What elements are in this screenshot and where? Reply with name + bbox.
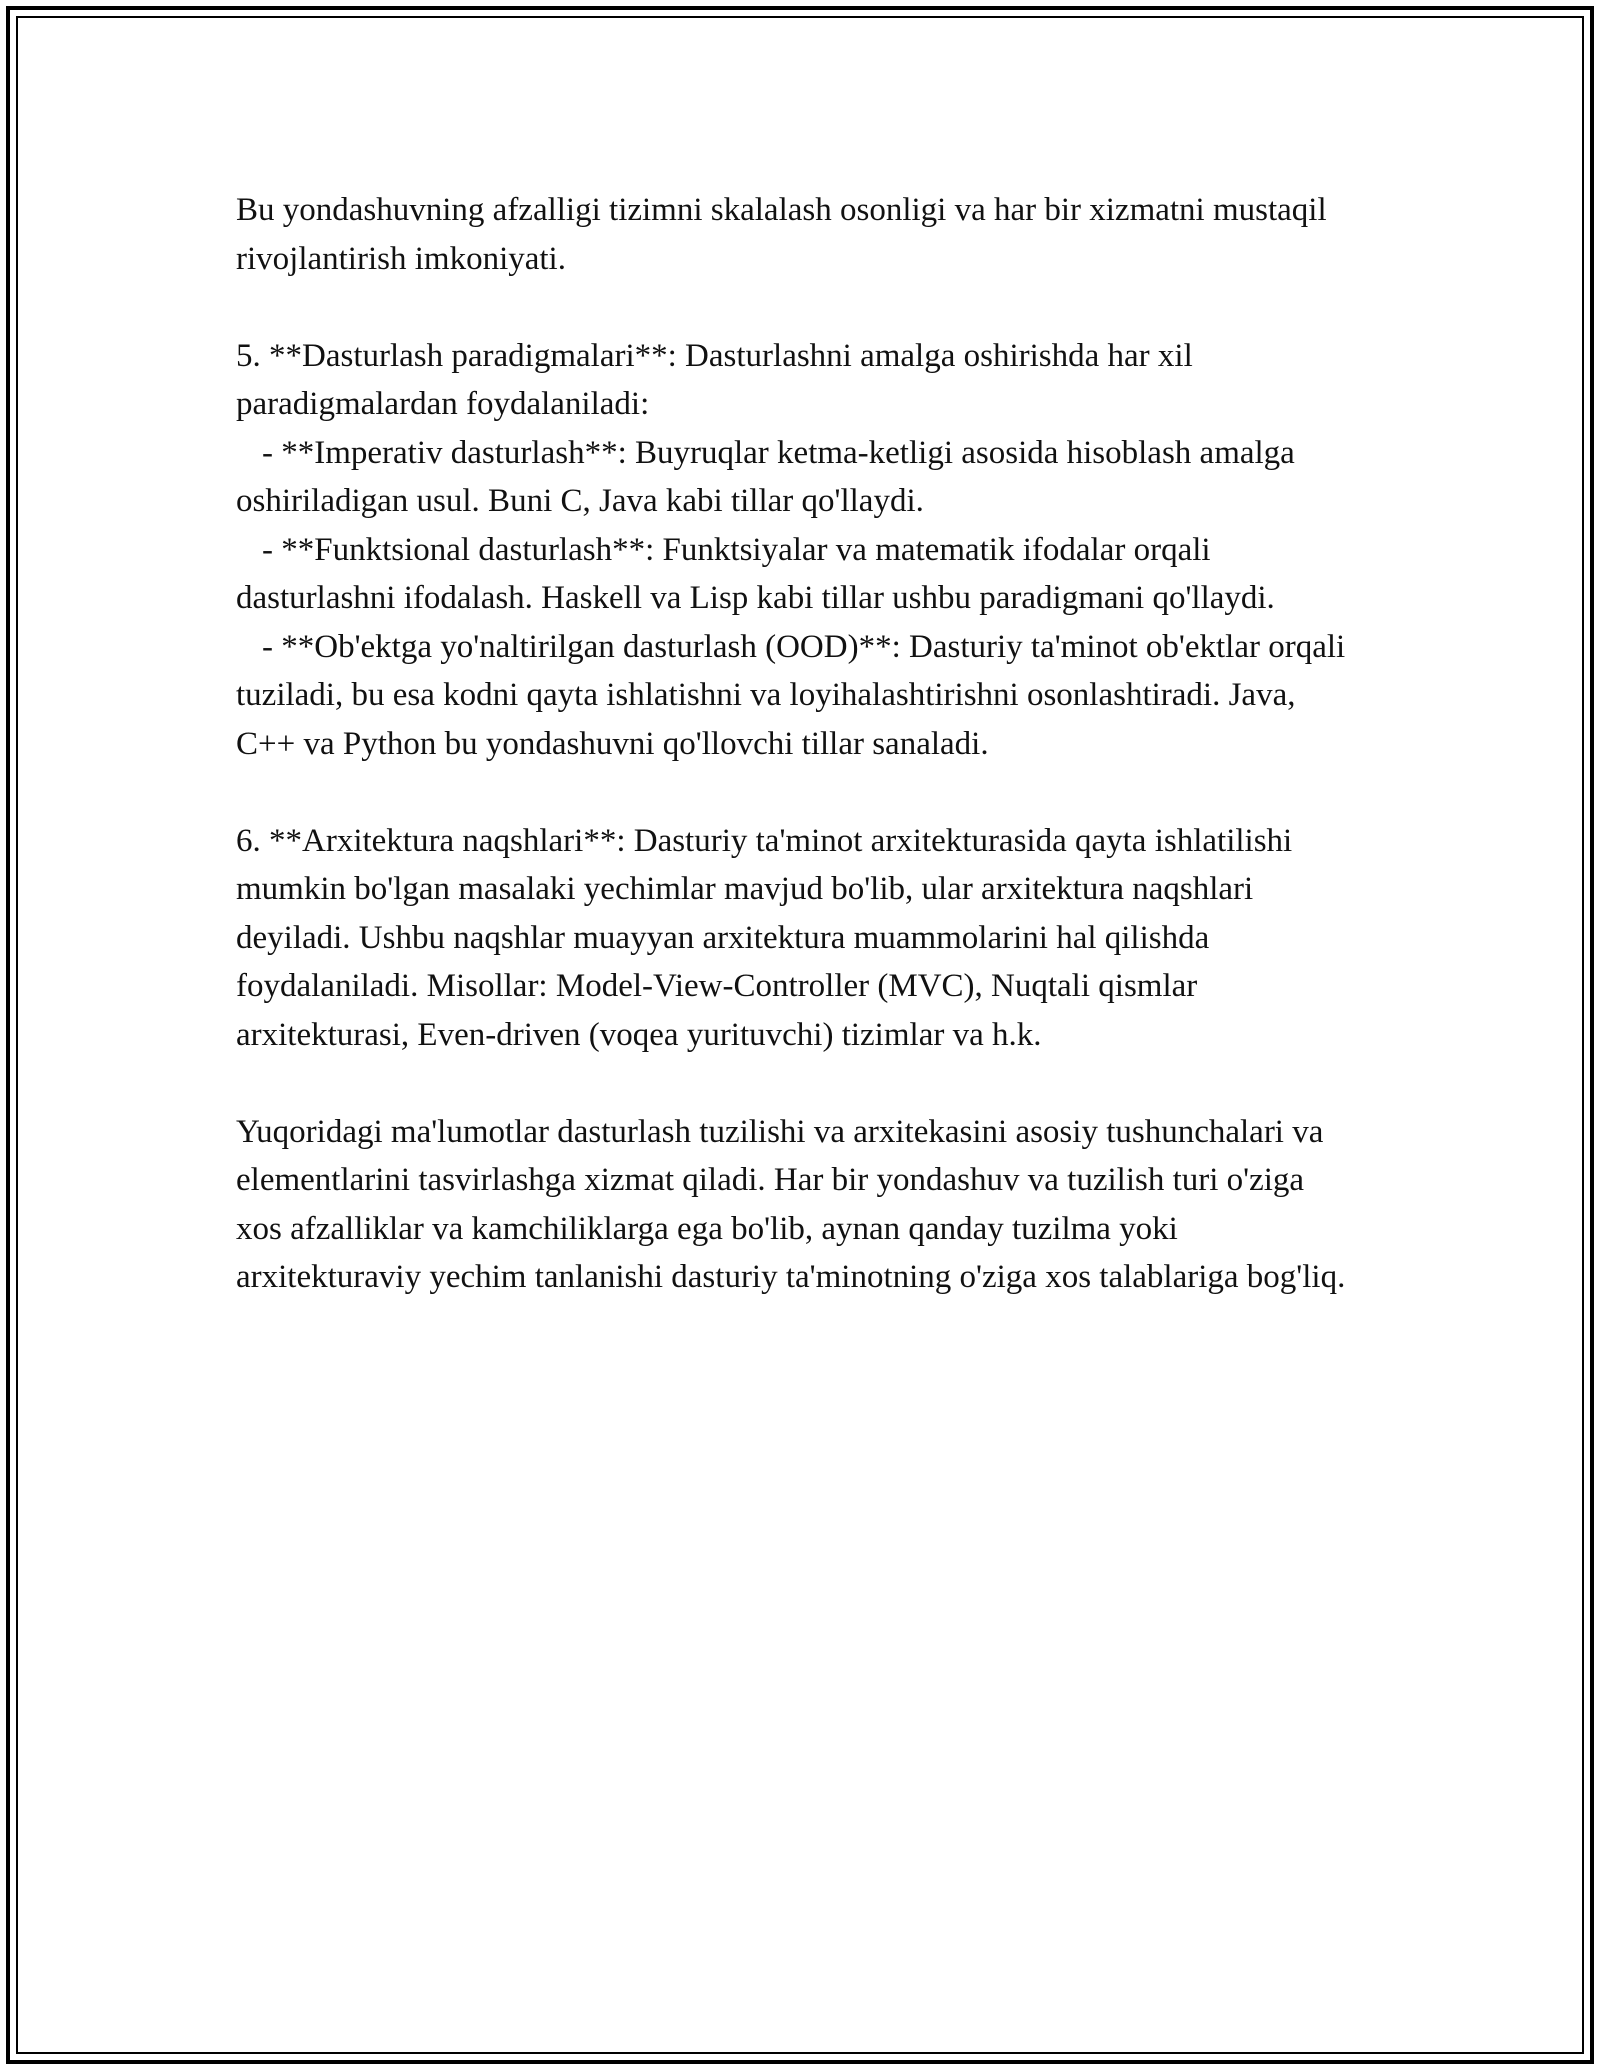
- paragraph-paradigms: [236, 332, 1356, 769]
- list-item-functional: [236, 526, 1356, 623]
- paragraph-patterns: [236, 817, 1356, 1060]
- paragraph-conclusion: [236, 1108, 1356, 1302]
- paragraph-intro: [236, 186, 1356, 283]
- list-heading: 5. **Dasturlash paradigmalari**: Dasturlashni amalga oshirishda har xil paradigmalardan foydalaniladi:: [236, 337, 1202, 422]
- list-item-text: - **Imperativ dasturlash**: Buyruqlar ketma-ketligi asosida hisoblash amalga oshiriladigan usul. Buni C, Java kabi tillar qo'llaydi.: [236, 434, 1304, 519]
- paragraph-line: 6. **Arxitektura naqshlari**: Dasturiy ta'minot arxitekturasida qayta ishlatilishi mumkin bo'lgan masalaki yechimlar mavjud bo'lib, ular arxitektura naqshlari deyiladi. Ushbu naqshlar muayyan arxitektura muammolarini hal qilishda foydalaniladi. Misollar: Model-View-Controller (MVC), Nuqtali qismlar arxitekturasi, Even-driven (voqea yurituvchi) tizimlar va h.k.: [236, 822, 1301, 1053]
- paragraph-line: Bu yondashuvning afzalligi tizimni skalalash osonligi va har bir xizmatni mustaqil rivojlantirish imkoniyati.: [236, 192, 1335, 277]
- list-item-imperative: [236, 429, 1356, 526]
- document-body: [236, 186, 1356, 1350]
- list-item-text: - **Funktsional dasturlash**: Funktsiyalar va matematik ifodalar orqali dasturlashni ifodalash. Haskell va Lisp kabi tillar ushbu paradigmani qo'llaydi.: [236, 531, 1275, 616]
- list-item-text: - **Ob'ektga yo'naltirilgan dasturlash (OOD)**: Dasturiy ta'minot ob'ektlar orqali tuziladi, bu esa kodni qayta ishlatishni va loyihalashtirishni osonlashtiradi. Java, C++ va Python bu yondashuvni qo'llovchi tillar sanaladi.: [236, 628, 1354, 762]
- list-item-oop: [236, 623, 1356, 769]
- paragraph-line: Yuqoridagi ma'lumotlar dasturlash tuzilishi va arxitekasini asosiy tushunchalari va elementlarini tasvirlashga xizmat qiladi. Har bir yondashuv va tuzilish turi o'ziga xos afzalliklar va kamchiliklarga ega bo'lib, aynan qanday tuzilma yoki arxitekturaviy yechim tanlanishi dasturiy ta'minotning o'ziga xos talablariga bog'liq.: [236, 1113, 1346, 1295]
